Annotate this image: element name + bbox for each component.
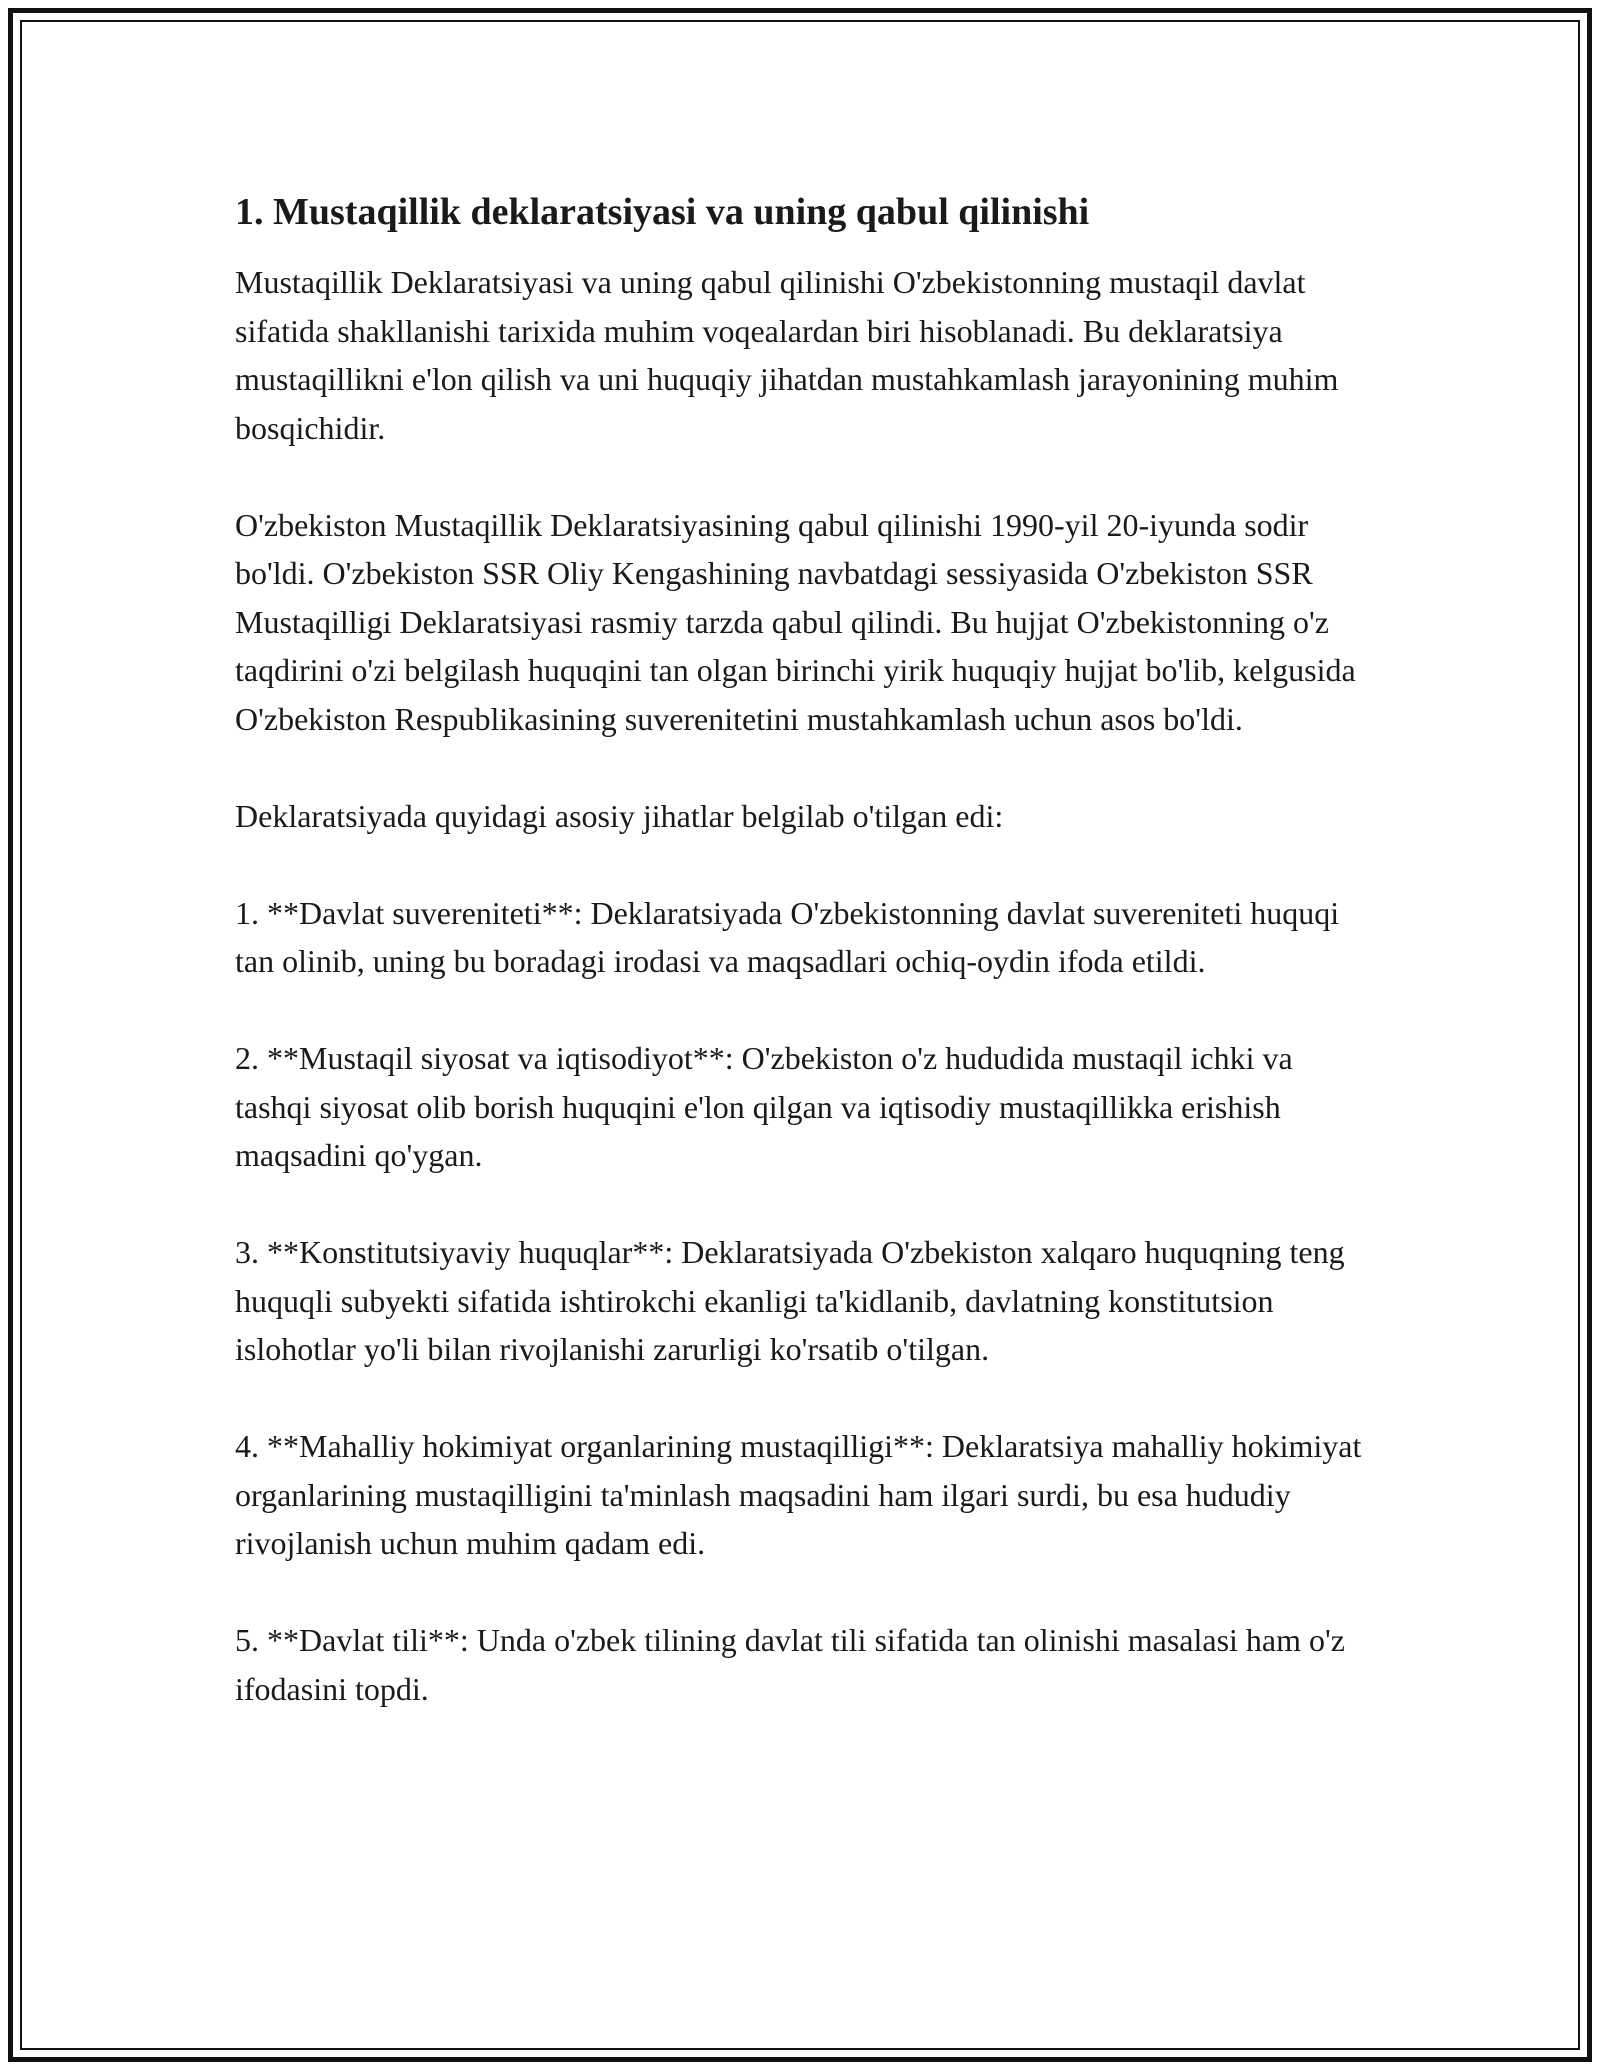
document-title: 1. Mustaqillik deklaratsiyasi va uning qabul qilinishi — [235, 191, 1090, 233]
paragraph-aspects-lead: Deklaratsiyada quyidagi asosiy jihatlar belgilab o'tilgan edi: — [235, 797, 1004, 834]
list-item-independent-policy: 2. **Mustaqil siyosat va iqtisodiyot**: O'zbekiston o'z hududida mustaqil ichki va tashqi siyosat olib borish huquqini e'lon qilgan va iqtisodiy mustaqillikka erishish maqsadini qo'ygan. — [235, 1040, 1293, 1173]
list-item-constitutional-rights: 3. **Konstitutsiyaviy huquqlar**: Deklaratsiyada O'zbekiston xalqaro huquqning teng huquqli subyekti sifatida ishtirokchi ekanligi ta'kidlanib, davlatning konstitutsion islohotlar yo'li bilan rivojlanishi zarurligi ko'rsatib o'tilgan. — [235, 1234, 1345, 1367]
list-item-sovereignty: 1. **Davlat suvereniteti**: Deklaratsiyada O'zbekistonning davlat suvereniteti huquqi tan olinib, uning bu boradagi irodasi va maqsadlari ochiq-oydin ifoda etildi. — [235, 894, 1340, 979]
paragraph-adoption: O'zbekiston Mustaqillik Deklaratsiyasining qabul qilinishi 1990-yil 20-iyunda sodir bo'ldi. O'zbekiston SSR Oliy Kengashining navbatdagi sessiyasida O'zbekiston SSR Mustaqilligi Deklaratsiyasi rasmiy tarzda qabul qilindi. Bu hujjat O'zbekistonning o'z taqdirini o'zi belgilash huquqini tan olgan birinchi yirik huquqiy hujjat bo'lib, kelgusida O'zbekiston Respublikasining suverenitetini mustahkamlash uchun asos bo'ldi. — [235, 506, 1356, 737]
paragraph-intro: Mustaqillik Deklaratsiyasi va uning qabul qilinishi O'zbekistonning mustaqil davlat sifatida shakllanishi tarixida muhim voqealardan biri hisoblanadi. Bu deklaratsiya mustaqillikni e'lon qilish va uni huquqiy jihatdan mustahkamlash jarayonining muhim bosqichidir. — [235, 264, 1339, 446]
list-item-state-language: 5. **Davlat tili**: Unda o'zbek tilining davlat tili sifatida tan olinishi masalasi ham o'z ifodasini topdi. — [235, 1622, 1345, 1707]
document-body — [235, 188, 1375, 1762]
list-item-local-government: 4. **Mahalliy hokimiyat organlarining mustaqilligi**: Deklaratsiya mahalliy hokimiyat organlarining mustaqilligini ta'minlash maqsadini ham ilgari surdi, bu esa hududiy rivojlanish uchun muhim qadam edi. — [235, 1428, 1362, 1561]
